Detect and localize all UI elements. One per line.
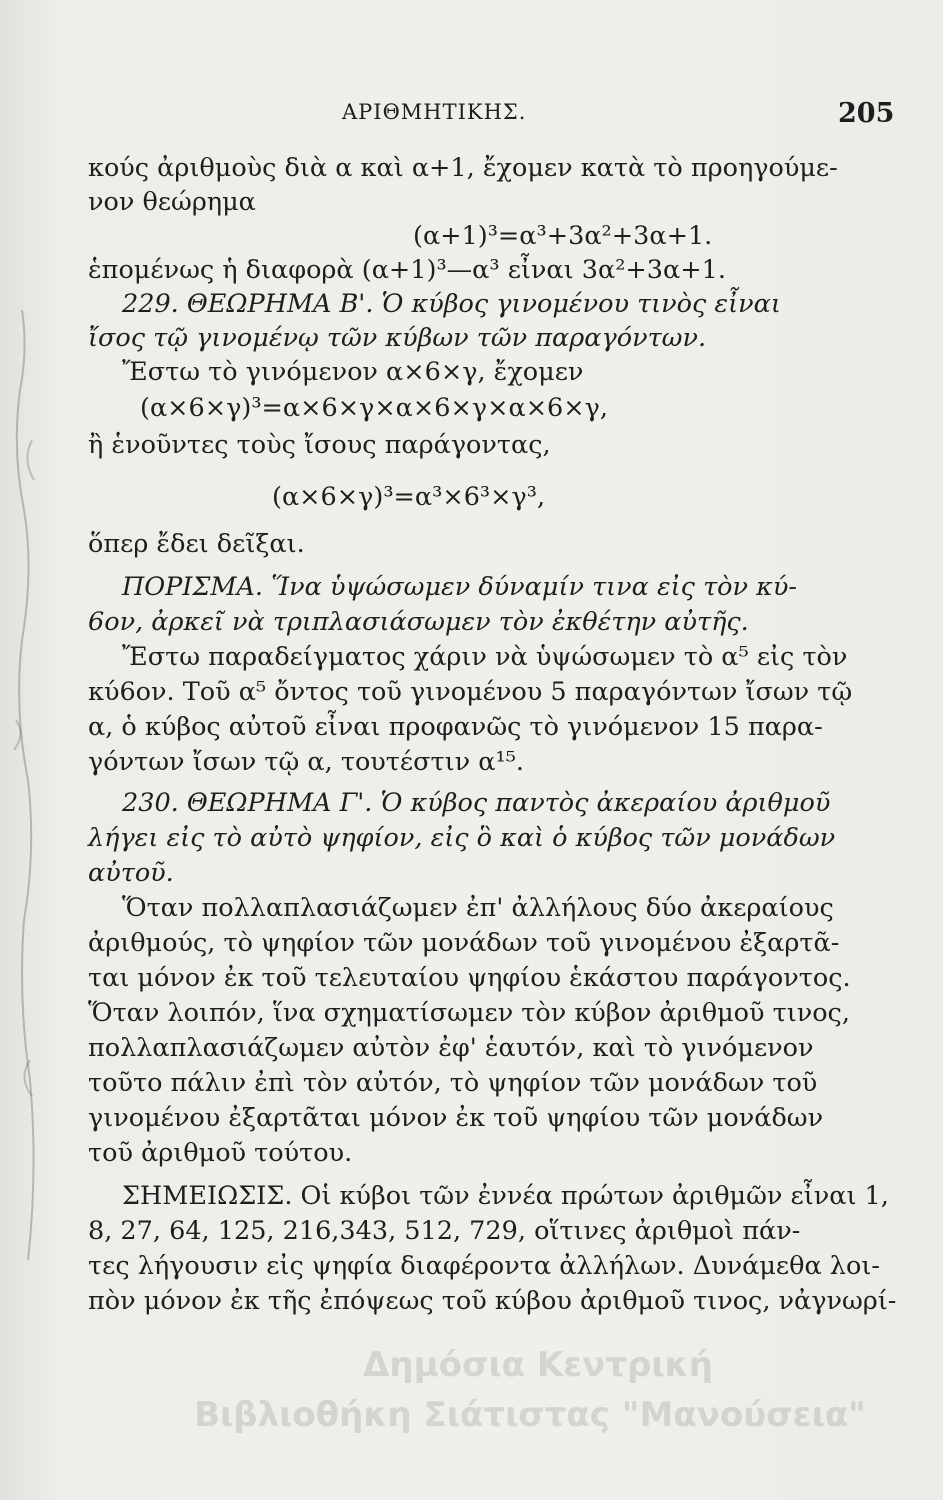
equation-line: (α×6×γ)³=α³×6³×γ³,	[272, 482, 546, 512]
margin-handwriting	[2, 300, 46, 1480]
text-line: ὅπερ ἔδει δεῖξαι.	[88, 529, 305, 559]
corollary-statement: 6ον, ἀρκεῖ νὰ τριπλασιάσωμεν τὸν ἐκθέτην αὐτῆς.	[88, 607, 749, 637]
page-number: 205	[838, 98, 895, 129]
text-line: 8, 27, 64, 125, 216,343, 512, 729, οἵτινες ἀριθμοὶ πάν-	[88, 1216, 801, 1246]
equation-line: (α+1)³=α³+3α²+3α+1.	[413, 221, 713, 251]
theorem-statement: λήγει εἰς τὸ αὐτὸ ψηφίον, εἰς ὃ καὶ ὁ κύβος τῶν μονάδων	[88, 823, 836, 853]
running-header: ΑΡΙΘΜΗΤΙΚΗΣ.	[342, 100, 527, 124]
library-watermark-line2: Βιβλιοθήκη Σιάτιστας "Μανούσεια"	[194, 1395, 866, 1435]
text-line: πολλαπλασιάζωμεν αὐτὸν ἐφ' ἑαυτόν, καὶ τὸ γινόμενον	[88, 1033, 814, 1063]
theorem-heading: 230. ΘΕΩΡΗΜΑ Γ'. Ὁ κύβος παντὸς ἀκεραίου ἀριθμοῦ	[122, 788, 831, 818]
theorem-statement: ἴσος τῷ γινομένῳ τῶν κύβων τῶν παραγόντων.	[88, 323, 707, 353]
text-line: α, ὁ κύβος αὐτοῦ εἶναι προφανῶς τὸ γινόμενον 15 παρα-	[88, 712, 823, 742]
text-line: Ὅταν πολλαπλασιάζωμεν ἐπ' ἀλλήλους δύο ἀκεραίους	[122, 893, 834, 923]
text-line: Ἔστω τὸ γινόμενον α×6×γ, ἔχομεν	[122, 357, 584, 387]
theorem-statement: αὐτοῦ.	[88, 858, 174, 888]
text-line: ται μόνον ἐκ τοῦ τελευταίου ψηφίου ἑκάστου παράγοντος.	[88, 963, 851, 993]
text-line: ἑπομένως ἡ διαφορὰ (α+1)³—α³ εἶναι 3α²+3α+1.	[88, 255, 726, 285]
text-line: τες λήγουσιν εἰς ψηφία διαφέροντα ἀλλήλων. Δυνάμεθα λοι-	[88, 1251, 880, 1281]
text-line: τοῦ ἀριθμοῦ τούτου.	[88, 1138, 353, 1168]
text-line: Ἔστω παραδείγματος χάριν νὰ ὑψώσωμεν τὸ α⁵ εἰς τὸν	[122, 642, 848, 672]
text-line: κύ6ον. Τοῦ α⁵ ὄντος τοῦ γινομένου 5 παραγόντων ἴσων τῷ	[88, 677, 853, 707]
text-line: νον θεώρημα	[88, 187, 256, 217]
corollary-heading: ΠΟΡΙΣΜΑ. Ἵνα ὑψώσωμεν δύναμίν τινα εἰς τὸν κύ-	[122, 572, 797, 602]
theorem-heading: 229. ΘΕΩΡΗΜΑ Β'. Ὁ κύβος γινομένου τινὸς εἶναι	[122, 289, 781, 319]
library-watermark-line1: Δημόσια Κεντρική	[363, 1345, 713, 1385]
text-line: πὸν μόνον ἐκ τῆς ἐπόψεως τοῦ κύβου ἀριθμοῦ τινος, νἀγνωρί-	[88, 1286, 897, 1316]
text-line: Ὅταν λοιπόν, ἵνα σχηματίσωμεν τὸν κύβον ἀριθμοῦ τινος,	[88, 998, 850, 1028]
text-line: τοῦτο πάλιν ἐπὶ τὸν αὐτόν, τὸ ψηφίον τῶν μονάδων τοῦ	[88, 1068, 818, 1098]
text-line: κούς ἀριθμοὺς διὰ α καὶ α+1, ἔχομεν κατὰ τὸ προηγούμε-	[88, 153, 838, 183]
text-line: ἢ ἑνοῦντες τοὺς ἴσους παράγοντας,	[88, 430, 551, 460]
note-heading: ΣΗΜΕΙΩΣΙΣ. Οἱ κύβοι τῶν ἐννέα πρώτων ἀριθμῶν εἶναι 1,	[122, 1181, 889, 1211]
text-line: γινομένου ἐξαρτᾶται μόνον ἐκ τοῦ ψηφίου τῶν μονάδων	[88, 1103, 824, 1133]
text-line: ἀριθμούς, τὸ ψηφίον τῶν μονάδων τοῦ γινομένου ἐξαρτᾶ-	[88, 928, 840, 958]
equation-line: (α×6×γ)³=α×6×γ×α×6×γ×α×6×γ,	[140, 393, 608, 423]
text-line: γόντων ἴσων τῷ α, τουτέστιν α¹⁵.	[88, 747, 525, 777]
